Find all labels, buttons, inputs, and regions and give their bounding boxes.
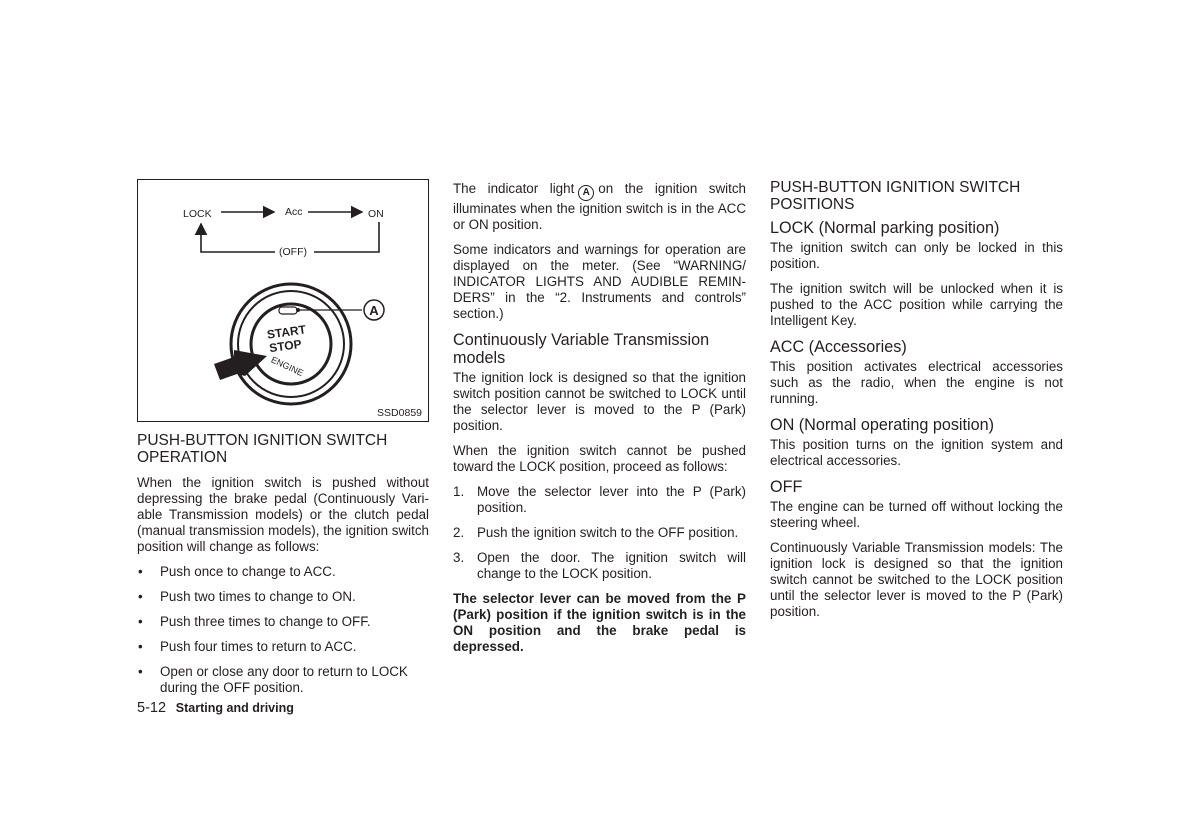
page-number: 5-12 (137, 700, 167, 716)
operation-intro: When the ignition switch is pushed without depressing the brake pedal (Continuously Vari-able Transmission models) or the clutch pedal (manual transmission models), the ignition switch position will change as follows: (137, 475, 429, 554)
list-item: • Push two times to change to ON. (137, 589, 429, 605)
off-label: (OFF) (279, 246, 307, 258)
section-name: Starting and driving (175, 701, 294, 715)
off-paragraph-2: Continuously Variable Transmission models: The ignition lock is designed so that the ignition switch cannot be switched to the LOCK position until the selector lever is moved to the P (Park) position. (770, 540, 1063, 619)
acc-label: Acc (285, 206, 303, 218)
list-item: • Push three times to change to OFF. (137, 614, 429, 630)
lock-label: LOCK (183, 208, 212, 220)
ignition-diagram (138, 180, 427, 420)
procedure-steps (453, 484, 746, 582)
ignition-diagram-figure (137, 179, 429, 422)
selector-lever-warning: The selector lever can be moved from the P (Park) position if the ignition switch is in the ON position and the brake pedal is depressed. (453, 591, 746, 654)
button-stop-text: STOP (268, 336, 303, 356)
page-footer (137, 700, 294, 716)
callout-a-text: A (369, 303, 379, 318)
meter-paragraph: Some indicators and warnings for operation are displayed on the meter. (See “WARNING/ INDICATOR LIGHTS AND AUDIBLE REMIN-DERS” in the “2. Instruments and controls” section.) (453, 242, 746, 321)
section-heading-operation (137, 432, 429, 466)
cvt-proceed-paragraph: When the ignition switch cannot be pushed toward the LOCK position, proceed as follows: (453, 443, 746, 474)
lock-paragraph-2: The ignition switch will be unlocked when it is pushed to the ACC position while carrying the Intelligent Key. (770, 281, 1063, 328)
push-sequence-list (137, 564, 429, 696)
heading-line-1: PUSH-BUTTON IGNITION SWITCH (137, 432, 388, 449)
on-heading: ON (Normal operating position) (770, 416, 995, 434)
column-middle (453, 181, 746, 664)
heading-line-2: OPERATION (137, 449, 228, 466)
figure-code: SSD0859 (377, 407, 422, 419)
indicator-light-icon (279, 307, 297, 314)
button-engine-text: ENGINE (269, 354, 306, 379)
on-label: ON (368, 208, 384, 220)
indicator-a-symbol: A (578, 185, 594, 201)
acc-heading: ACC (Accessories) (770, 338, 907, 356)
lock-heading: LOCK (Normal parking position) (770, 219, 1000, 237)
cvt-lock-paragraph: The ignition lock is designed so that the ignition switch position cannot be switched to LOCK until the selector lever is moved to the P (Park) position. (453, 370, 746, 433)
list-item: • Open or close any door to return to LOCK during the OFF position. (137, 664, 429, 696)
list-item: • Push once to change to ACC. (137, 564, 429, 580)
off-heading: OFF (770, 478, 803, 496)
on-paragraph: This position turns on the ignition system and electrical accessories. (770, 437, 1063, 468)
cvt-heading: Continuously Variable Transmission models (453, 331, 710, 367)
list-item: 1. Move the selector lever into the P (Park) position. (453, 484, 746, 515)
button-start-text: START (266, 322, 307, 342)
list-item: 3. Open the door. The ignition switch will change to the LOCK position. (453, 550, 746, 581)
list-item: • Push four times to return to ACC. (137, 639, 429, 655)
off-to-lock-arrow (201, 224, 275, 252)
callout-dot (296, 308, 300, 312)
on-to-off-line (314, 222, 379, 252)
list-item: 2. Push the ignition switch to the OFF position. (453, 525, 739, 540)
off-paragraph-1: The engine can be turned off without locking the steering wheel. (770, 499, 1063, 530)
lock-paragraph-1: The ignition switch can only be locked in this position. (770, 240, 1063, 271)
column-left (137, 432, 429, 705)
column-right (770, 179, 1063, 629)
indicator-paragraph: The indicator light A on the ignition switch illuminates when the ignition switch is in the ACC or ON position. (453, 181, 746, 232)
section-heading-positions: PUSH-BUTTON IGNITION SWITCH POSITIONS (770, 179, 1021, 213)
acc-paragraph: This position activates electrical accessories such as the radio, when the engine is not running. (770, 359, 1063, 406)
